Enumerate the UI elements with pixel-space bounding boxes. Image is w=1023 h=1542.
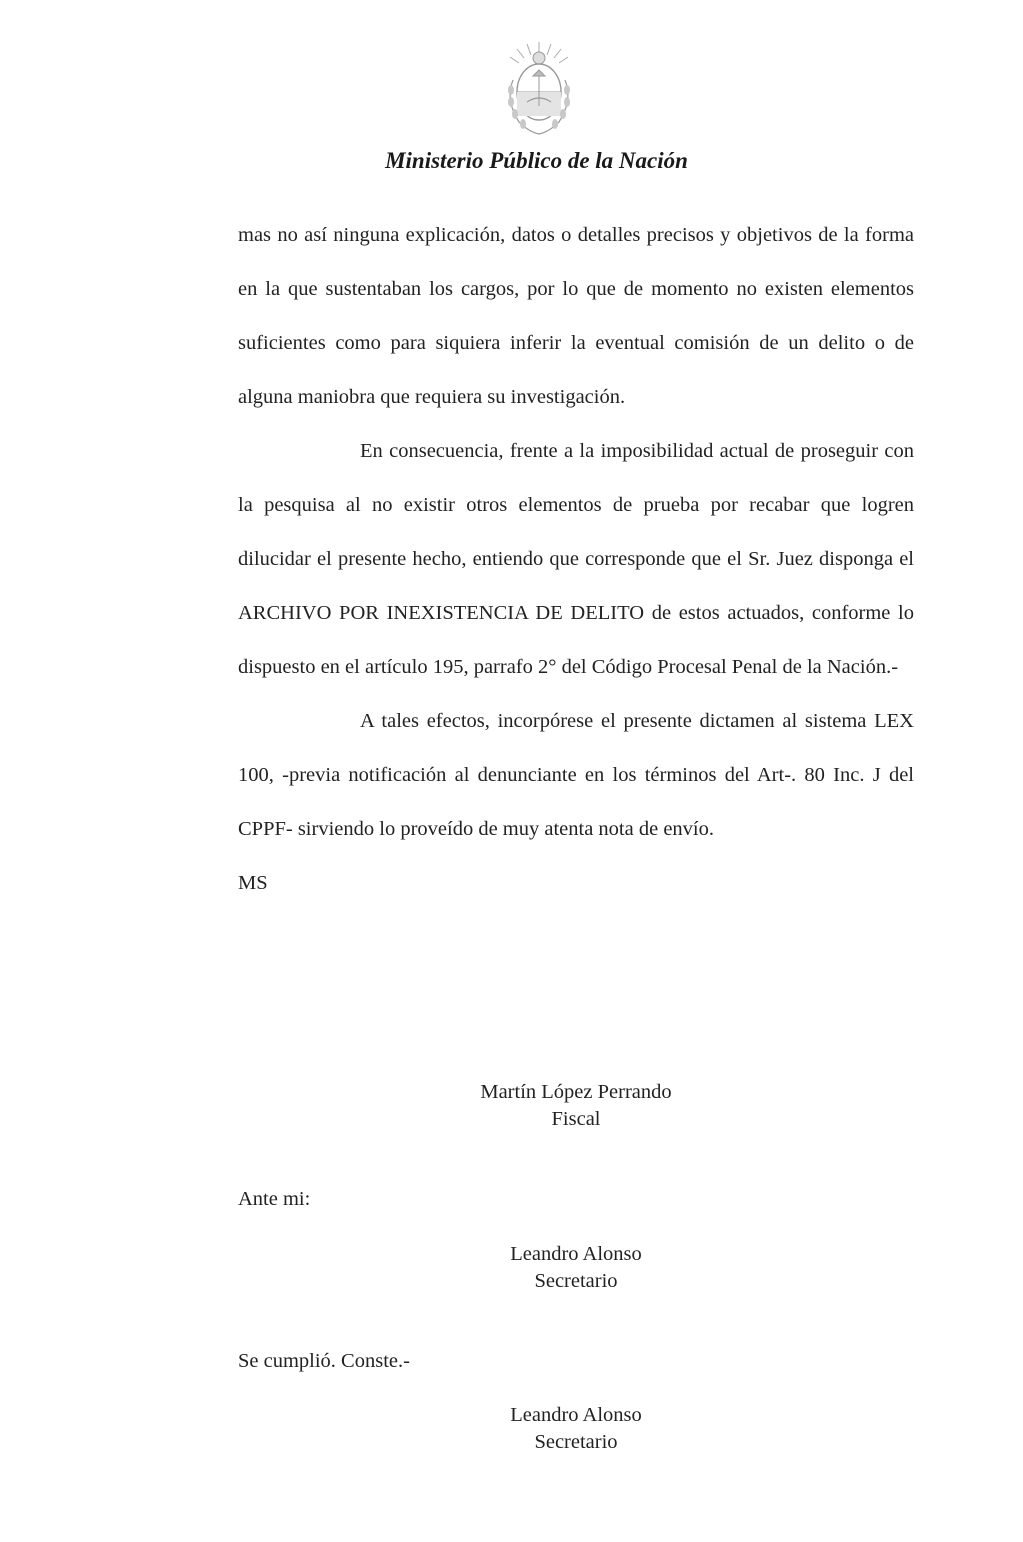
signer-name: Leandro Alonso xyxy=(510,1243,642,1265)
signer-name: Leandro Alonso xyxy=(510,1404,642,1426)
body-paragraph-2: En consecuencia, frente a la imposibilidad actual de proseguir con la pesquisa al no existir otros elementos de prueba por recabar que logren dilucidar el presente hecho, entiendo que corresponde que el Sr. Juez disponga el ARCHIVO POR INEXISTENCIA DE DELITO de estos actuados, conforme lo dispuesto en el artículo 195, parrafo 2° del Código Procesal Penal de la Nación.- xyxy=(238,440,914,678)
document-body xyxy=(238,208,914,910)
body-paragraph-3: A tales efectos, incorpórese el presente dictamen al sistema LEX 100, -previa notificación al denunciante en los términos del Art-. 80 Inc. J del CPPF- sirviendo lo proveído de muy atenta nota de envío. xyxy=(238,710,914,840)
body-paragraph-1: mas no así ninguna explicación, datos o detalles precisos y objetivos de la forma en la que sustentaban los cargos, por lo que de momento no existen elementos suficientes como para siquiera inferir la eventual comisión de un delito o de alguna maniobra que requiera su investigación. xyxy=(238,224,914,408)
signer-role: Fiscal xyxy=(551,1108,601,1130)
signer-role: Secretario xyxy=(534,1431,618,1453)
signature-fiscal xyxy=(376,1079,776,1133)
se-cumplio-label: Se cumplió. Conste.- xyxy=(238,1350,410,1372)
signature-secretario-1 xyxy=(376,1241,776,1295)
signer-name: Martín López Perrando xyxy=(480,1081,672,1103)
signer-role: Secretario xyxy=(534,1270,618,1292)
header-title: Ministerio Público de la Nación xyxy=(385,148,688,173)
coat-of-arms-icon xyxy=(497,40,581,138)
ante-mi-label: Ante mi: xyxy=(238,1188,311,1210)
signature-secretario-2 xyxy=(376,1402,776,1456)
initials: MS xyxy=(238,872,268,894)
